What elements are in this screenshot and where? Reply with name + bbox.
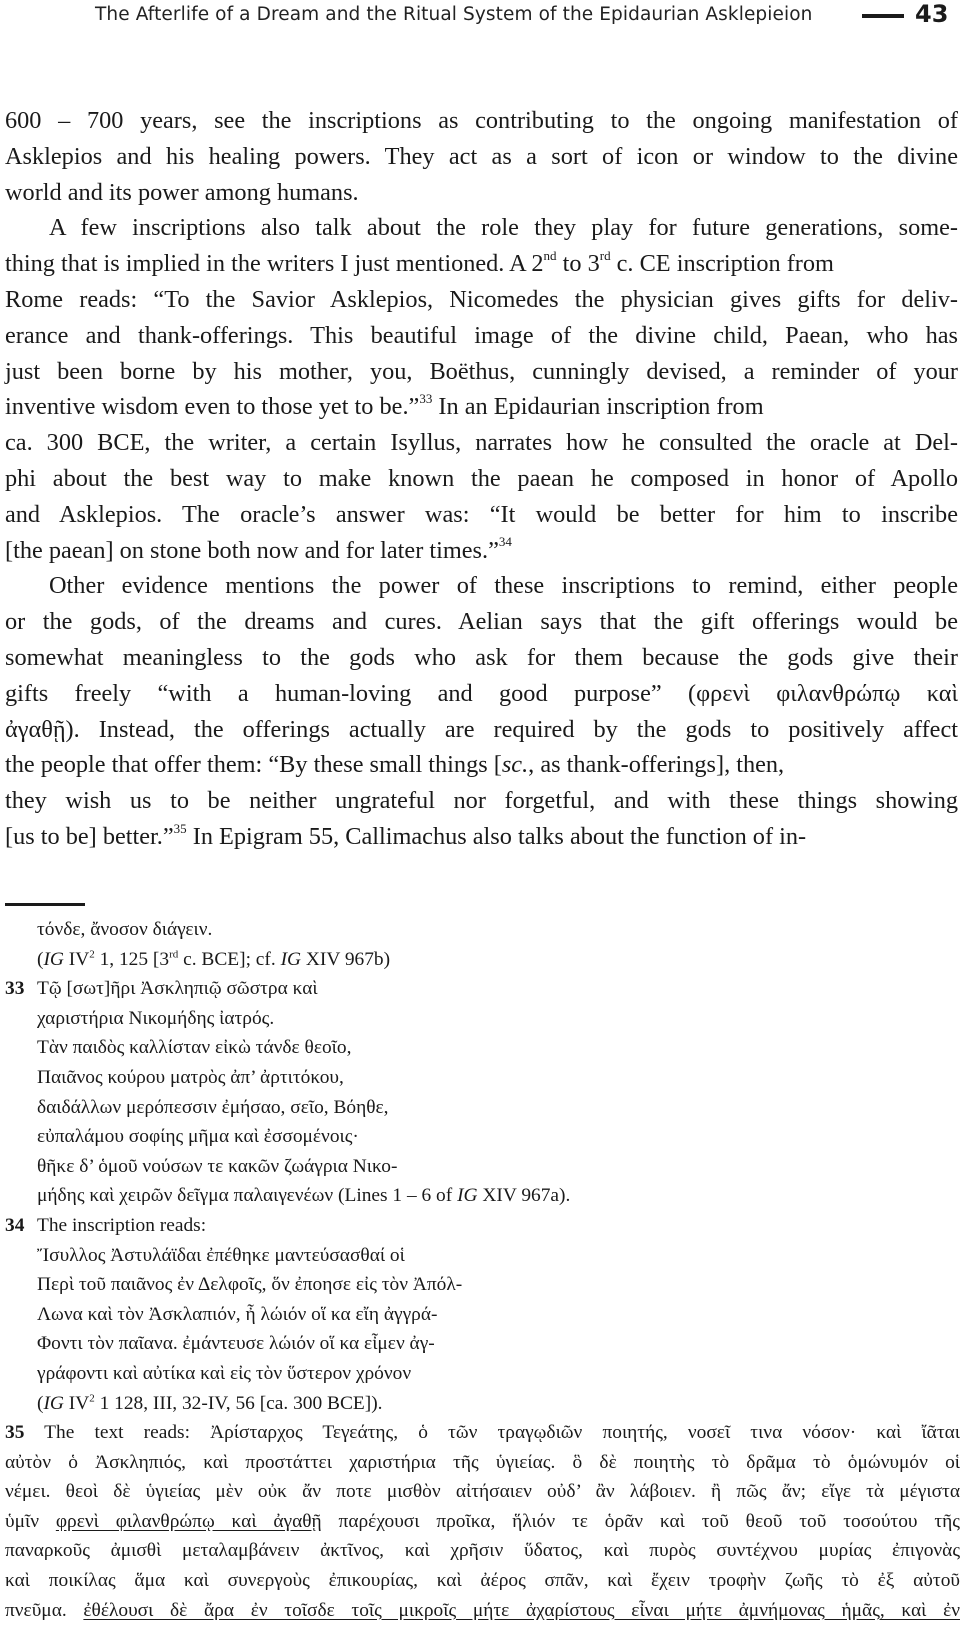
text-segment: IV [63, 948, 90, 970]
footnote-line: Φοντι τὸν παῖανα. ἐμάντευσε λώιόν οἵ κα εἶμεν ἀγ- [37, 1333, 435, 1355]
text-segment: c. BCE]; cf. [178, 948, 281, 970]
footnote-number: 35 [5, 1422, 25, 1444]
text-segment: XIV 967a). [477, 1185, 571, 1207]
text-segment: πνεῦμα. [5, 1599, 84, 1621]
text-segment: The inscription reads: [37, 1214, 207, 1236]
text-segment: thing that is implied in the writers I just mentioned. A 2 [5, 250, 544, 278]
text-segment: Τῷ [σωτ]ῆρι Ἀσκληπιῷ σῶστρα καὶ [37, 978, 318, 1000]
text-line [5, 533, 958, 569]
text-line: Asklepios and his healing powers. They act as a sort of icon or window to the divine [5, 142, 958, 170]
text-line [5, 747, 958, 783]
italic-text: IG [43, 1392, 64, 1414]
text-line: phi about the best way to make known the paean he composed in honor of Apollo [5, 464, 958, 492]
footnote-line: Περὶ τοῦ παιᾶνος ἐν Δελφοῖς, ὅν ἐποησε εἰς τὸν Ἀπόλ- [37, 1274, 463, 1296]
text-segment: The text reads: Ἀρίσταρχος Τεγεάτης, ὁ τῶν τραγῳδιῶν ποιητής, νοσεῖ τινα νόσον· καὶ ἴᾶται [24, 1422, 960, 1444]
footnote-line [5, 1389, 960, 1419]
italic-text: IG [280, 948, 302, 970]
text-segment: ( [37, 948, 44, 970]
text-line: they wish us to be neither ungrateful nor forgetful, and with these things showing [5, 787, 958, 815]
text-segment: c. CE inscription from [610, 250, 834, 278]
footnotes [5, 915, 960, 1625]
text-segment: the people that offer them: “By these small things [ [5, 751, 502, 779]
text-line: and Asklepios. The oracle’s answer was: “It would be better for him to inscribe [5, 500, 958, 528]
running-head [0, 0, 960, 30]
text-segment: In Epigram 55, Callimachus also talks about the function of in- [186, 822, 807, 850]
text-segment: ὑμῖν [5, 1510, 56, 1532]
text-line: or the gods, of the dreams and cures. Aelian says that the gift offerings would be [5, 608, 958, 636]
text-segment: , as thank-offerings], then, [528, 751, 785, 779]
footnote-line: χαριστήρια Νικομήδης ἰατρός. [37, 1007, 275, 1029]
footnote-line: Τὰν παιδὸς καλλίσταν εἰκὼ τάνδε θεοῖο, [37, 1037, 352, 1059]
header-rule [862, 14, 904, 18]
footnote-line [5, 1507, 960, 1537]
footnote-line: αὐτὸν ὁ Ἀσκληπιός, καὶ προστάττει χαριστήρια τῆς ὑγιείας. ὃ δὲ ποιητὴς τὸ δρᾶμα τὸ ὁμώνυμόν οἱ [5, 1451, 960, 1473]
footnote-line: εὐπαλάμου σοφίης μῆμα καὶ ἐσσομένοις· [37, 1126, 359, 1148]
text-segment: ( [37, 1392, 44, 1414]
footnote-number: 34 [5, 1214, 25, 1236]
footnote-line: τόνδε, ἄνοσον διάγειν. [37, 919, 213, 940]
text-segment: In an Epidaurian inscription from [432, 393, 764, 421]
superscript: 2 [89, 1392, 95, 1405]
footnote-line: Ἴσυλλος Ἀστυλάϊδαι ἐπέθηκε μαντεύσασθαί οἱ [37, 1244, 405, 1266]
italic-text: IG [43, 948, 64, 970]
text-segment: inventive wisdom even to those yet to be.” [5, 393, 420, 421]
text-line: A few inscriptions also talk about the role they play for future generations, some- [49, 214, 958, 242]
footnote-34 [5, 1211, 960, 1241]
superscript: nd [543, 248, 557, 264]
footnote-line: παναρκοῦς ἀμισθὶ μεταλαμβάνειν ἀκτῖνος, καὶ χρῆσιν ὕδατος, καὶ πυρὸς συντέχνου μυρίας ἐπιγονὰς [5, 1540, 960, 1562]
italic-text: IG [457, 1185, 478, 1207]
text-segment: IV [63, 1392, 90, 1414]
text-segment: [us to be] better.” [5, 822, 174, 850]
footnote-ref-35: 35 [173, 820, 187, 836]
footnote-33 [5, 974, 960, 1004]
text-line: ἀγαθῇ). Instead, the offerings actually are required by the gods to positively affect [5, 715, 958, 743]
footnote-line [5, 945, 960, 975]
footnote-line: Λωνα καὶ τὸν Ἀσκλαπιόν, ἦ λώιόν οἵ κα εἴη ἀγγρά- [37, 1303, 438, 1325]
footnote-line: νέμει. θεοὶ δὲ ὑγιείας μὲν οὐκ ἄν ποτε μισθὸν αἰτήσαιεν οὐδ’ ἂν λάβοιεν. ἢ πῶς ἄν; εἴγε τὰ μέγιστα [5, 1481, 960, 1503]
footnote-35 [5, 1418, 960, 1448]
footnote-rule [5, 903, 85, 906]
footnote-ref-34: 34 [498, 534, 512, 550]
text-line: erance and thank-offerings. This beautiful image of the divine child, Paean, who has [5, 321, 958, 349]
text-segment: to 3 [556, 250, 600, 278]
footnote-ref-33: 33 [419, 391, 433, 407]
text-segment: μήδης καὶ χειρῶν δεῖγμα παλαιγενέων (Lines 1 – 6 of [37, 1185, 458, 1207]
footnote-line [5, 1181, 960, 1211]
underlined-text: ἐθέλουσι δὲ ἄρα ἐν τοῖσδε τοῖς μικροῖς μήτε ἀχαρίστους εἶναι μήτε ἀμνήμονας ἡμᾶς, καὶ ἐν [83, 1599, 960, 1621]
page-number: 43 [915, 0, 949, 28]
superscript: rd [599, 248, 611, 264]
footnote-number: 33 [5, 978, 25, 1000]
footnote-line: καὶ ποικίλας ἅμα καὶ συνεργοὺς ἐπικουρίας, καὶ ἀέρος σπᾶν, καὶ ἔχειν τροφὴν ζωῆς τὸ ἐξ αὐτοῦ [5, 1570, 960, 1592]
text-line: just been borne by his mother, you, Boëthus, cunningly devised, a reminder of your [5, 357, 958, 385]
text-line: Rome reads: “To the Savior Asklepios, Nicomedes the physician gives gifts for deliv- [5, 285, 958, 313]
text-line: ca. 300 BCE, the writer, a certain Isyllus, narrates how he consulted the oracle at Del- [5, 429, 958, 457]
italic-text: sc. [501, 751, 529, 779]
text-line [5, 819, 958, 855]
footnote-line: Παιᾶνος κούρου ματρὸς ἀπ’ ἀρτιτόκου, [37, 1066, 344, 1088]
text-line: world and its power among humans. [5, 178, 359, 206]
text-line: gifts freely “with a human-loving and good purpose” (φρενὶ φιλανθρώπῳ καὶ [5, 679, 958, 707]
superscript: rd [169, 948, 179, 961]
underlined-text: φρενὶ φιλανθρώπῳ καὶ ἀγαθῇ [55, 1510, 322, 1532]
text-segment: 1 128, III, 32-IV, 56 [ca. 300 BCE]). [94, 1392, 383, 1414]
text-line [5, 389, 958, 425]
superscript: 2 [89, 948, 95, 961]
text-line: somewhat meaningless to the gods who ask for them because the gods give their [5, 643, 958, 671]
text-segment: 1, 125 [3 [94, 948, 170, 970]
text-segment: παρέχουσι προῖκα, ἥλιόν τε ὁρᾶν καὶ τοῦ θεοῦ τοῦ τοσούτου τῆς [321, 1510, 960, 1532]
text-segment: XIV 967b) [301, 948, 391, 970]
text-line: 600 – 700 years, see the inscriptions as contributing to the ongoing manifestation of [5, 107, 958, 134]
text-line: Other evidence mentions the power of these inscriptions to remind, either people [49, 572, 958, 600]
footnote-line: γράφοντι καὶ αὐτίκα καὶ εἰς τὸν ὕστερον χρόνον [37, 1362, 412, 1384]
text-line [5, 246, 958, 282]
footnote-line [5, 1596, 960, 1626]
footnote-line: θῆκε δ’ ὁμοῦ νούσων τε κακῶν ζωάγρια Νικο- [37, 1155, 398, 1177]
main-text [5, 103, 958, 855]
running-title: The Afterlife of a Dream and the Ritual System of the Epidaurian Asklepieion [95, 4, 813, 25]
footnote-line: δαιδάλλων μερόπεσσιν ἐμήσαο, σεῖο, Βόηθε, [37, 1096, 389, 1118]
text-segment: [the paean] on stone both now and for later times.” [5, 536, 499, 564]
